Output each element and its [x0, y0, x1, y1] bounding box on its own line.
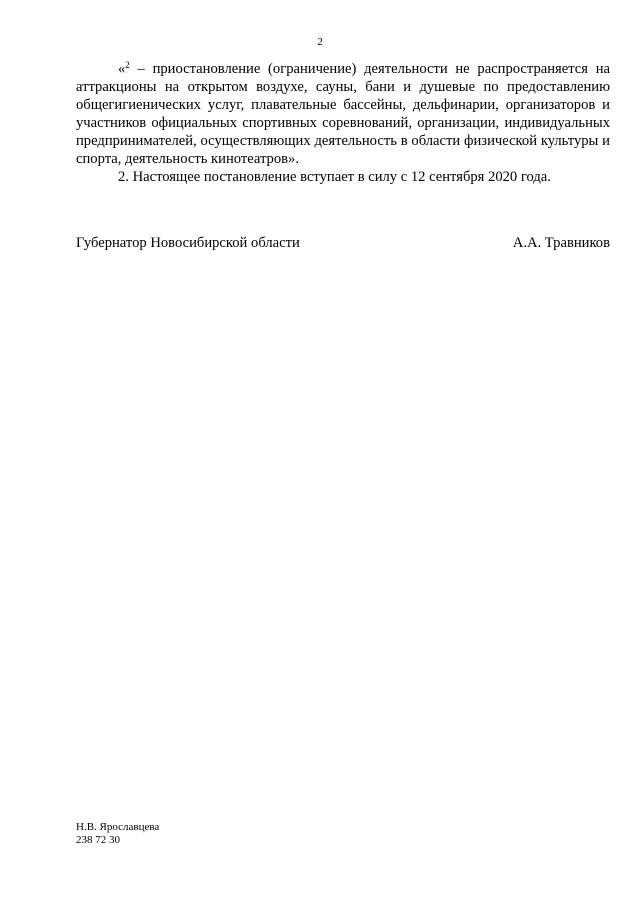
signature-block	[76, 234, 610, 252]
page-number: 2	[317, 36, 323, 48]
executor-footer	[76, 821, 159, 847]
open-quote: «	[118, 61, 126, 77]
paragraph-effective-date: 2. Настоящее постановление вступает в силу с 12 сентября 2020 года.	[118, 169, 551, 185]
executor-name: Н.В. Ярославцева	[76, 821, 160, 833]
signatory-name: А.А. Травников	[512, 235, 610, 251]
paragraph-1-text: – приостановление (ограничение) деятельности не распространяется на аттракционы на открытом воздухе, сауны, бани и душевые по предоставлению общегигиенических услуг, плавательные бассейны, дельфинарии, организаторов и участников официальных спортивных соревнований, организации, индивидуальных предпринимателей, осуществляющих деятельность в области физической культуры и спорта, деятельность кинотеатров».	[76, 61, 610, 167]
executor-phone: 238 72 30	[76, 834, 120, 846]
paragraph-footnote-amendment	[76, 60, 610, 168]
footnote-mark: 2	[125, 60, 130, 70]
document-body	[76, 60, 610, 186]
signatory-position: Губернатор Новосибирской области	[76, 235, 300, 251]
